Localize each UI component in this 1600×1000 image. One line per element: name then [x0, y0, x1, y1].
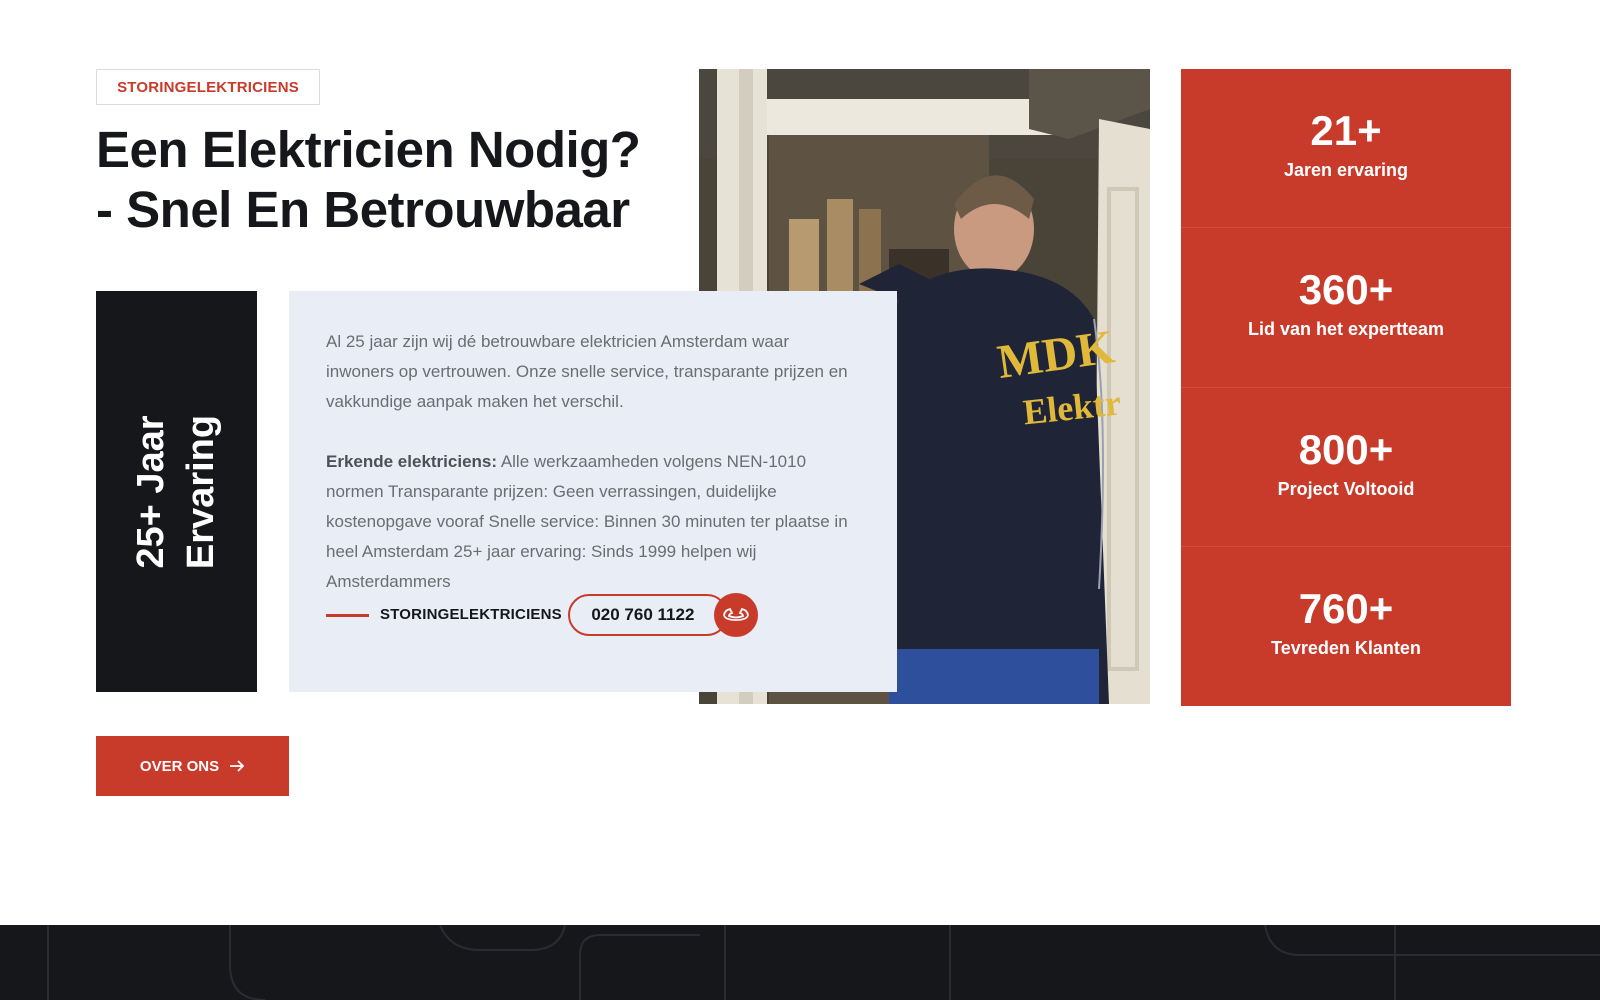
stat-label: Lid van het expertteam — [1247, 319, 1445, 340]
stat-value: 800+ — [1298, 425, 1394, 473]
info-panel — [289, 291, 897, 692]
phone-icon — [722, 607, 750, 623]
phone-number-link[interactable]: 020 760 1122 — [568, 594, 728, 636]
stats-panel — [1181, 69, 1511, 706]
stat-value: 760+ — [1298, 585, 1394, 633]
experience-badge — [96, 291, 257, 692]
stat-value: 21+ — [1310, 107, 1382, 155]
title-line-1: Een Elektricien Nodig? — [96, 121, 641, 178]
stat-item — [1181, 228, 1511, 387]
contact-row — [326, 593, 758, 637]
stat-item — [1181, 388, 1511, 547]
over-ons-button[interactable] — [96, 736, 289, 796]
jacket-text-1: MDK — [994, 320, 1118, 390]
section-tag: STORINGELEKTRICIENS — [96, 69, 320, 105]
over-ons-label: OVER ONS — [139, 757, 220, 775]
jacket-text-2: Elektr — [1021, 382, 1123, 433]
features-paragraph — [326, 447, 861, 597]
contact-label: STORINGELEKTRICIENS — [380, 606, 562, 623]
features-text: Alle werkzaamheden volgens NEN-1010 normen Transparante prijzen: Geen verrassingen, duidelijke kostenopgave vooraf Snelle service: Binnen 30 minuten ter plaatse in heel Amsterdam 25+ jaar ervaring: Sinds 1999 helpen wij Amsterdammers — [326, 452, 848, 591]
stat-label: Tevreden Klanten — [1271, 638, 1421, 659]
intro-paragraph: Al 25 jaar zijn wij dé betrouwbare elektricien Amsterdam waar inwoners op vertrouwen. Onze snelle service, transparante prijzen en vakkundige aanpak maken het verschil. — [326, 332, 848, 411]
stat-item — [1181, 69, 1511, 228]
stat-value: 360+ — [1298, 266, 1394, 314]
stat-item — [1181, 547, 1511, 706]
features-bold: Erkende elektriciens: — [326, 452, 498, 471]
experience-line-2: Ervaring — [180, 414, 223, 569]
footer-pattern — [0, 925, 1600, 1000]
experience-line-1: 25+ Jaar — [130, 414, 173, 569]
experience-text — [126, 414, 226, 568]
page-title — [96, 120, 676, 240]
arrow-right-icon — [229, 760, 245, 772]
title-line-2: - Snel En Betrouwbaar — [96, 181, 630, 238]
phone-button[interactable] — [714, 593, 758, 637]
contact-divider — [326, 614, 369, 617]
stat-label: Project Voltooid — [1277, 478, 1415, 499]
stat-label: Jaren ervaring — [1283, 160, 1409, 181]
footer-band — [0, 925, 1600, 1000]
